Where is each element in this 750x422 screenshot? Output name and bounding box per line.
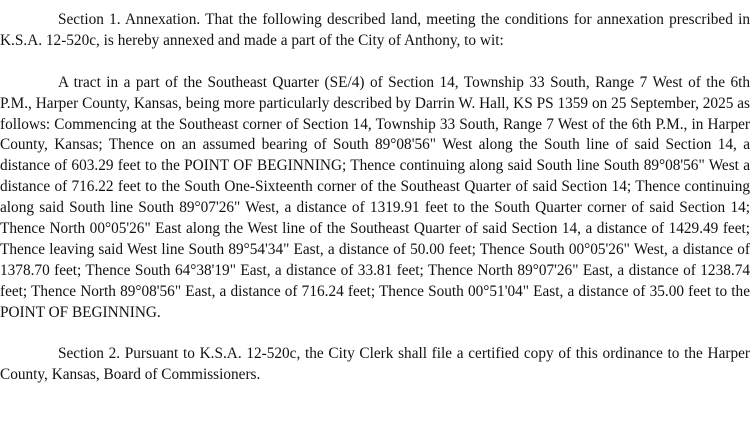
section-1-paragraph: Section 1. Annexation. That the following described land, meeting the conditions for annexation prescribed in K.S.A. 12-520c, is hereby annexed and made a part of the City of Anthony, to wit: [0,11,750,49]
document-page [0,10,750,386]
legal-description-paragraph: A tract in a part of the Southeast Quarter (SE/4) of Section 14, Township 33 South, Range 7 West of the 6th P.M., Harper County, Kansas, being more particularly described by Darrin W. Hall, KS PS 1359 on 25 September, 2025 as follows: Commencing at the Southeast corner of Section 14, Township 33 South, Range 7 West of the 6th P.M., in Harper County, Kansas; Thence on an assumed bearing of South 89°08'56" West along the South line of said Section 14, a distance of 603.29 feet to the POINT OF BEGINNING; Thence continuing along said South line South 89°08'56" West a distance of 716.22 feet to the South One-Sixteenth corner of the Southeast Quarter of said Section 14; Thence continuing along said South line South 89°07'26" West, a distance of 1319.91 feet to the South Quarter corner of said Section 14; Thence North 00°05'26" East along the West line of the Southeast Quarter of said Section 14, a distance of 1429.49 feet; Thence leaving said West line South 89°54'34" East, a distance of 50.00 feet; Thence South 00°05'26" West, a distance of 1378.70 feet; Thence South 64°38'19" East, a distance of 33.81 feet; Thence North 89°07'26" East, a distance of 1238.74 feet; Thence North 89°08'56" East, a distance of 716.24 feet; Thence South 00°51'04" East, a distance of 35.00 feet to the POINT OF BEGINNING. [0,73,750,321]
paragraph-spacer [0,52,750,73]
section-2-paragraph: Section 2. Pursuant to K.S.A. 12-520c, the City Clerk shall file a certified copy of this ordinance to the Harper County, Kansas, Board of Commissioners. [0,345,750,384]
paragraph-spacer [0,324,750,345]
